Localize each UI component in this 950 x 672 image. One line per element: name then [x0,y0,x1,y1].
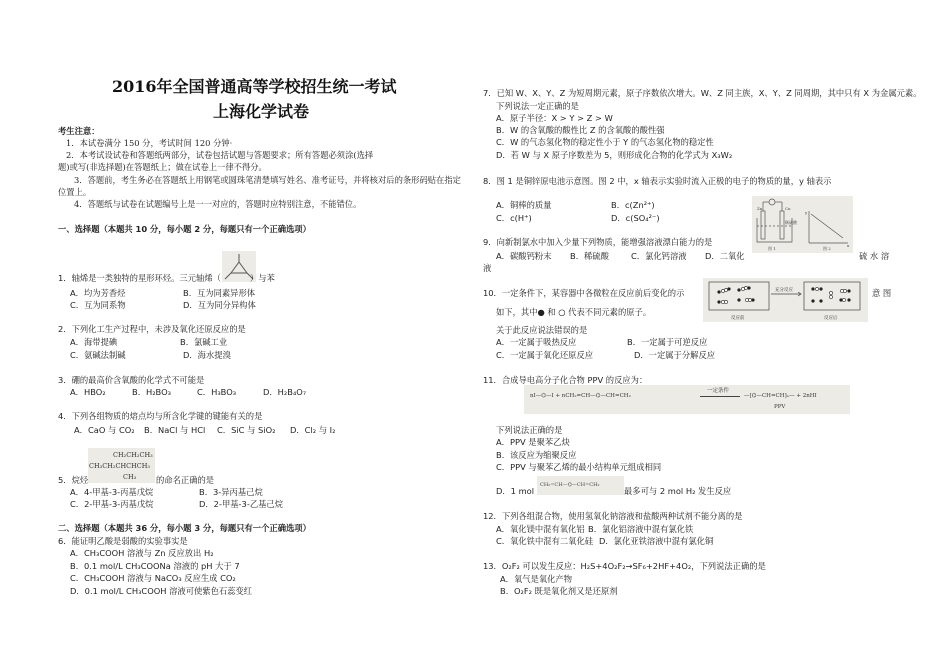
q4-option-d: D．Cl₂ 与 I₂ [290,425,336,435]
q11-option-c: C．PPV 与聚苯乙烯的最小结构单元组成相同 [496,462,662,472]
q13-option-b: B．O₂F₂ 既是氧化剂又是还原剂 [500,586,618,596]
notice-item: 4．答题纸与试卷在试题编号上是一一对应的，答题时应特别注意，不能错位。 [74,199,362,209]
q12-option-d: D．氯化亚铁溶液中混有氯化铜 [599,536,714,546]
acid-label: 稀硫酸 [785,220,797,225]
zn-label: Zn [757,206,763,211]
q4-stem: 4．下列各组物质的熔点均与所含化学键的键能有关的是 [58,411,263,421]
after-caption: 反应后 [824,316,838,321]
q2-option-d: D．海水提溴 [183,350,231,360]
q10-stem-3: 关于此反应说法错误的是 [496,325,588,335]
galvanic-cell-figure [752,196,853,253]
q2-option-a: A．海带提碘 [70,337,118,347]
q2-option-c: C．氨碱法制碱 [70,350,126,360]
q1-stem: 1．轴烯是一类独特的星形环烃。三元轴烯（ [58,273,221,283]
q9-option-a: A．碳酸钙粉末 [496,251,552,261]
q6-option-d: D．0.1 mol/L CH₃COOH 溶液可使紫色石蕊变红 [70,586,253,596]
q7-stem-2: 下列说法一定正确的是 [496,101,579,111]
ppv-label: PPV [774,404,786,410]
q11-option-a: A．PPV 是聚苯乙炔 [496,437,570,447]
q9-option-d-wrap: 液 [483,263,492,273]
q10-stem-tail: 意 图 [872,288,892,298]
q12-option-c: C．氧化铁中混有二氧化硅 [496,536,594,546]
q8-option-a: A．铜棒的质量 [496,200,552,210]
q6-option-c: C．CH₃COOH 溶液与 NaCO₃ 反应生成 CO₂ [70,573,236,583]
q8-option-c: C．c(H⁺) [496,213,532,223]
equation-condition: 一定条件 [707,388,730,394]
q5-option-d: D．2-甲基-3-乙基己烷 [199,499,284,509]
q12-option-b: B．氯化铝溶液中混有氯化铁 [588,524,694,534]
q9-option-c: C．氯化钙溶液 [631,251,687,261]
x-axis-label: x [847,243,850,248]
q1-option-d: D．互为同分异构体 [183,300,256,310]
q8-option-d: D．c(SO₄²⁻) [611,213,660,223]
equation-arrow [700,396,740,397]
q13-option-a: A．氧气是氧化产物 [500,574,573,584]
q10-stem-2: 如下，其中● 和 ○ 代表不同元素的原子。 [496,307,652,317]
q4-option-b: B．NaCl 与 HCl [144,425,206,435]
reaction-particles-figure [703,278,868,322]
q11-option-d: D．1 mol [496,486,535,496]
q4-option-a: A．CaO 与 CO₂ [74,425,135,435]
q10-option-b: B．一定属于可逆反应 [627,337,708,347]
q5-stem: 5．烷烃 [58,475,89,485]
fig1-caption: 图 1 [768,246,776,251]
y-axis-label: y [805,210,808,215]
before-caption: 反应前 [731,316,745,321]
q3-option-b: B．H₂BO₃ [132,387,171,397]
exam-subtitle: 上海化学试卷 [213,102,310,121]
q1-option-c: C．互为同系物 [70,300,126,310]
q11-stem-2: 下列说法正确的是 [496,425,563,435]
formula-line: CH₃ [123,473,137,481]
q5-option-c: C．2-甲基-3-丙基戊烷 [70,499,154,509]
equation-reactants: nI—⌬—I + nCH₂=CH—⌬—CH=CH₂ [530,393,631,399]
q1-stem-tail: ）与苯 [250,273,275,283]
notice-item: 1．本试卷满分 150 分，考试时间 120 分钟· [66,138,233,148]
q3-option-d: D．H₂B₄O₇ [263,387,307,397]
q9-stem: 9．向新制氯水中加入少量下列物质，能增强溶液漂白能力的是 [483,237,713,247]
q5-option-a: A．4-甲基-3-丙基戊烷 [70,487,154,497]
q12-option-a: A．氧化镁中混有氧化铝 [496,524,585,534]
q7-option-c: C．W 的气态氢化物的稳定性小于 Y 的气态氢化物的稳定性 [496,137,714,147]
notice-item: 位置上。 [58,187,92,197]
fig2-caption: 图 2 [823,246,831,251]
ppv-reaction-equation-image [524,385,850,414]
notice-heading: 考生注意： [58,126,100,136]
structure-formula: CH₂=CH—⌬—CH=CH₂ [540,482,600,488]
q8-stem: 8．图 1 是铜锌原电池示意图。图 2 中，x 轴表示实验时流入正极的电子的物质的量，y 轴表示 [483,176,832,186]
q11-option-b: B．该反应为缩聚反应 [496,450,577,460]
notice-item: 3．答题前，考生务必在答题纸上用钢笔或圆珠笔清楚填写姓名、准考证号，并将核对后的条形码贴在指定 [74,175,461,185]
q6-option-b: B．0.1 mol/L CH₃COONa 溶液的 pH 大于 7 [70,561,240,571]
q10-option-a: A．一定属于吸热反应 [496,337,577,347]
q6-option-a: A．CH₃COOH 溶液与 Zn 反应放出 H₂ [70,548,214,558]
notice-item: 题)或写(非选择题)在答题纸上；做在试卷上一律不得分。 [58,162,267,172]
q3-stem: 3．硼的最高价含氧酸的化学式不可能是 [58,375,205,385]
q7-option-d: D．若 W 与 X 原子序数差为 5，则形成化合物的化学式为 X₃W₂ [496,150,733,160]
formula-line: CH₃CH₂CHCHCH₃ [89,462,151,470]
section-2-heading: 二、选择题（本题共 36 分，每小题 3 分，每题只有一个正确选项） [58,523,311,533]
q7-option-a: A．原子半径：X > Y > Z > W [496,113,613,123]
notice-item: 2．本考试设试卷和答题纸两部分，试卷包括试题与答题要求；所有答题必须涂(选择 [66,150,374,160]
q3-option-c: C．H₃BO₃ [197,387,237,397]
q10-option-c: C．一定属于氧化还原反应 [496,350,594,360]
q11-option-d-tail: 最多可与 2 mol H₂ 发生反应 [624,486,732,496]
formula-line: CH₂CH₂CH₃ [113,451,153,459]
q9-option-b: B．稀硫酸 [570,251,609,261]
q12-stem: 12．下列各组混合物，使用氢氧化钠溶液和盐酸两种试剂不能分离的是 [483,511,743,521]
q4-option-c: C．SiC 与 SiO₂ [217,425,276,435]
q7-option-b: B．W 的含氧酸的酸性比 Z 的含氧酸的酸性强 [496,125,665,135]
equation-products: —[⌬—CH=CH]ₙ— + 2nHI [744,393,817,399]
arrow-label: 充分反应 [775,288,793,293]
alkane-structure-image [88,448,155,483]
q11-stem: 11．合成导电高分子化合物 PPV 的反应为： [483,375,648,385]
q9-option-d-tail: 硫 水 溶 [859,251,890,261]
q2-stem: 2．下列化工生产过程中，未涉及氧化还原反应的是 [58,324,246,334]
q5-stem-tail: 的命名正确的是 [156,475,215,485]
cu-label: Cu [785,206,791,211]
exam-title: 2016年全国普通高等学校招生统一考试 [112,77,397,96]
q10-option-d: D．一定属于分解反应 [634,350,716,360]
q10-stem: 10．一定条件下，某容器中各微粒在反应前后变化的示 [483,288,685,298]
q1-option-b: B．互为同素异形体 [183,288,256,298]
q5-option-b: B．3-异丙基己烷 [199,487,263,497]
q6-stem: 6．能证明乙酸是弱酸的实验事实是 [58,536,188,546]
divinylbenzene-structure-image [537,476,624,495]
q2-option-b: B．氯碱工业 [180,337,228,347]
q7-stem: 7．已知 W、X、Y、Z 为短周期元素，原子序数依次增大。W、Z 同主族，X、Y、Z 同周期，其中只有 X 为金属元素。 [483,88,922,98]
q13-stem: 13．O₂F₂ 可以发生反应：H₂S+4O₂F₂→SF₆+2HF+4O₂，下列说法正确的是 [483,561,766,571]
q9-option-d: D．二氧化 [705,251,745,261]
q1-option-a: A．均为芳香烃 [70,288,126,298]
q8-option-b: B．c(Zn²⁺) [611,200,655,210]
q3-option-a: A．HBO₂ [70,387,106,397]
section-1-heading: 一、选择题（本题共 10 分，每小题 2 分，每题只有一个正确选项） [58,224,311,234]
